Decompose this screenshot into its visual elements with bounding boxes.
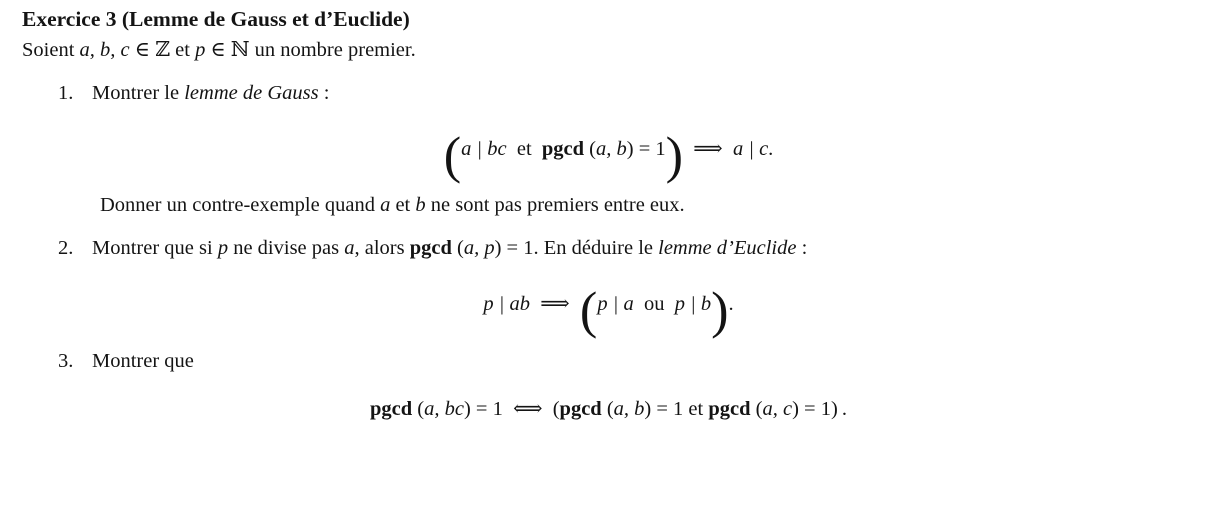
text-run: ( — [750, 398, 763, 421]
text-run: , alors — [354, 236, 410, 259]
text-run: ( — [584, 138, 596, 161]
text-run: ( — [443, 126, 462, 185]
list-item-1 — [22, 80, 1195, 108]
text-run: ) = 1 ⟺ ( — [463, 398, 560, 421]
text-run: ) = 1 et — [644, 398, 709, 421]
contre-exemple-line — [100, 192, 1195, 220]
text-run: a — [344, 236, 355, 259]
text-run: p | a — [597, 293, 634, 316]
text-run: et — [390, 193, 416, 216]
text-run: a, p — [463, 236, 495, 259]
text-run: pgcd — [708, 398, 751, 421]
text-run: . — [768, 138, 774, 161]
text-run: a, bc — [424, 398, 464, 421]
text-run: a | bc — [461, 138, 507, 161]
text-run: p | b — [674, 293, 712, 316]
text-run: pgcd — [559, 398, 602, 421]
text-run: ( — [412, 398, 425, 421]
exercise-title: Exercice 3 (Lemme de Gauss et d’Euclide) — [22, 7, 410, 31]
item-2-number: 2. — [58, 236, 74, 259]
text-run: ⟹ — [683, 138, 733, 161]
text-run: ne divise pas — [228, 236, 345, 259]
text-run: ( — [579, 281, 598, 340]
text-run: ∈ ℕ un nombre premier. — [205, 38, 416, 61]
text-run: ) — [711, 281, 729, 340]
formula-lemme-gauss — [22, 121, 1195, 185]
text-run: Donner un contre-exemple quand — [100, 193, 381, 216]
text-run: lemme de Gauss — [184, 81, 319, 104]
text-run: pgcd — [409, 236, 452, 259]
text-run: a, b — [613, 398, 645, 421]
text-run: ∈ ℤ et — [129, 38, 196, 61]
text-run: ) — [665, 126, 684, 185]
text-run: Montrer que — [92, 349, 194, 372]
list-item-2 — [22, 235, 1195, 263]
text-run: p — [195, 38, 206, 61]
text-run: et — [506, 138, 542, 161]
text-run: ( — [451, 236, 464, 259]
text-run: ne sont pas premiers entre eux. — [425, 193, 685, 216]
list-item-3 — [22, 348, 1195, 376]
text-run: : — [796, 236, 808, 259]
text-run: a, b, c — [79, 38, 130, 61]
text-run: a, c — [762, 398, 793, 421]
text-run: Montrer que si — [92, 236, 218, 259]
text-run: ou — [633, 293, 675, 316]
text-run: ⟹ — [530, 293, 580, 316]
text-run: : — [318, 81, 330, 104]
text-run: Soient — [22, 38, 80, 61]
item-1-text — [92, 82, 329, 104]
text-run: a, b — [596, 138, 627, 161]
text-run: ) = 1 — [626, 138, 666, 161]
text-run: p — [217, 236, 229, 259]
item-3-text — [92, 350, 194, 372]
formula-pgcd-equivalence — [22, 389, 1195, 430]
item-3-number: 3. — [58, 349, 74, 372]
text-run: ) = 1. En déduire le — [494, 236, 659, 259]
text-run: a — [380, 193, 391, 216]
text-run: pgcd — [541, 138, 585, 161]
text-run: Montrer le — [92, 81, 185, 104]
text-run: ( — [601, 398, 614, 421]
text-run: b — [415, 193, 426, 216]
text-run: lemme d’Euclide — [658, 236, 797, 259]
text-run: pgcd — [369, 398, 413, 421]
formula-lemme-euclide — [22, 276, 1195, 340]
text-run: ) = 1) . — [792, 398, 848, 421]
item-2-text — [92, 237, 807, 259]
text-run: a | c — [732, 138, 769, 161]
item-1-number: 1. — [58, 81, 74, 104]
intro-line — [22, 37, 1195, 65]
text-run: p | ab — [483, 293, 531, 316]
text-run: . — [728, 293, 734, 316]
